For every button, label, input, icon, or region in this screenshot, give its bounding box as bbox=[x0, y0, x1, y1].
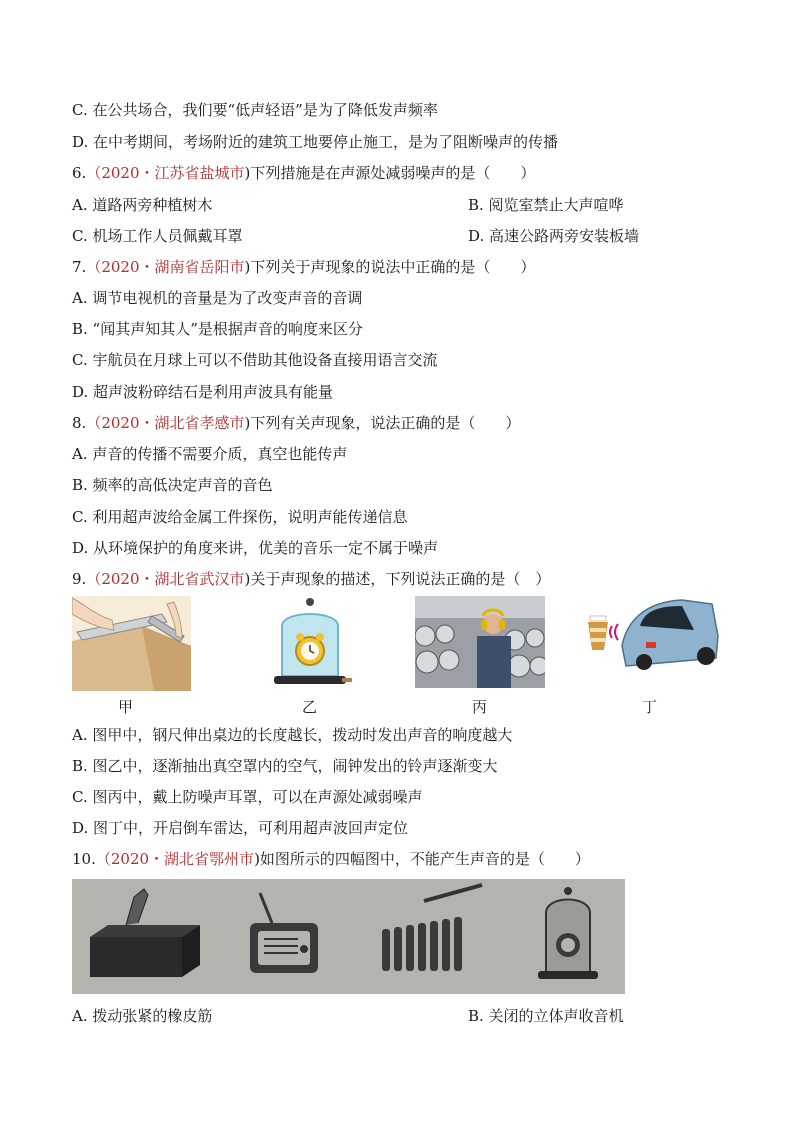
option: B. 关闭的立体声收音机 bbox=[468, 1007, 624, 1025]
source-tag: 2020・湖北省武汉市 bbox=[101, 570, 245, 588]
option-c-prev: C. 在公共场合，我们要“低声轻语”是为了降低发声频率 bbox=[72, 101, 438, 119]
question-7-stem: 7.（2020・湖南省岳阳市)下列关于声现象的说法中正确的是（ ） bbox=[72, 258, 536, 276]
option-d-prev: D. 在中考期间，考场附近的建筑工地要停止施工，是为了阻断噪声的传播 bbox=[72, 133, 559, 151]
figure-label: 丙 bbox=[472, 698, 488, 716]
figure-ruler-image bbox=[72, 596, 191, 691]
option: A. 声音的传播不需要介质，真空也能传声 bbox=[72, 445, 348, 463]
option: A. 图甲中，钢尺伸出桌边的长度越长，拨动时发出声音的响度越大 bbox=[72, 726, 513, 744]
option: C. 机场工作人员佩戴耳罩 bbox=[72, 227, 243, 245]
question-8-stem: 8.（2020・湖北省孝感市)下列有关声现象，说法正确的是（ ） bbox=[72, 414, 521, 432]
figure-reversing-car-image bbox=[582, 596, 722, 691]
option: B. 图乙中，逐渐抽出真空罩内的空气，闹钟发出的铃声逐渐变大 bbox=[72, 757, 498, 775]
option: B. 频率的高低决定声音的音色 bbox=[72, 476, 273, 494]
figure-label: 甲 bbox=[118, 698, 134, 716]
figure-factory-image bbox=[415, 596, 545, 688]
figure-sound-sources-image bbox=[72, 879, 625, 994]
option: C. 图丙中，戴上防噪声耳罩，可以在声源处减弱噪声 bbox=[72, 788, 423, 806]
option: D. 超声波粉碎结石是利用声波具有能量 bbox=[72, 383, 334, 401]
source-tag: 2020・湖北省鄂州市 bbox=[110, 850, 255, 868]
option: D. 图丁中，开启倒车雷达，可利用超声波回声定位 bbox=[72, 819, 409, 837]
question-10-row1 bbox=[72, 1006, 624, 1026]
source-tag: 2020・江苏省盐城市 bbox=[101, 164, 245, 182]
option: A. 道路两旁种植树木 bbox=[72, 196, 213, 214]
question-10-stem: 10.（2020・湖北省鄂州市)如图所示的四幅图中，不能产生声音的是（ ） bbox=[72, 850, 590, 868]
option: D. 高速公路两旁安装板墙 bbox=[468, 227, 640, 245]
source-tag: 2020・湖南省岳阳市 bbox=[101, 258, 245, 276]
option: A. 调节电视机的音量是为了改变声音的音调 bbox=[72, 289, 363, 307]
figure-bell-jar-image bbox=[268, 596, 352, 691]
figure-label: 乙 bbox=[302, 698, 318, 716]
question-6-row2 bbox=[72, 226, 640, 246]
option: D. 从环境保护的角度来讲，优美的音乐一定不属于噪声 bbox=[72, 539, 439, 557]
question-6-stem: 6.（2020・江苏省盐城市)下列措施是在声源处减弱噪声的是（ ） bbox=[72, 164, 536, 182]
option: A. 拨动张紧的橡皮筋 bbox=[72, 1007, 213, 1025]
figure-label: 丁 bbox=[642, 698, 658, 716]
question-6-row1 bbox=[72, 195, 624, 215]
option: B. 阅览室禁止大声喧哗 bbox=[468, 196, 624, 214]
question-9-stem: 9.（2020・湖北省武汉市)关于声现象的描述，下列说法正确的是（ ） bbox=[72, 570, 551, 588]
source-tag: 2020・湖北省孝感市 bbox=[101, 414, 245, 432]
option: C. 宇航员在月球上可以不借助其他设备直接用语言交流 bbox=[72, 351, 438, 369]
option: B. “闻其声知其人”是根据声音的响度来区分 bbox=[72, 320, 363, 338]
option: C. 利用超声波给金属工件探伤，说明声能传递信息 bbox=[72, 508, 408, 526]
